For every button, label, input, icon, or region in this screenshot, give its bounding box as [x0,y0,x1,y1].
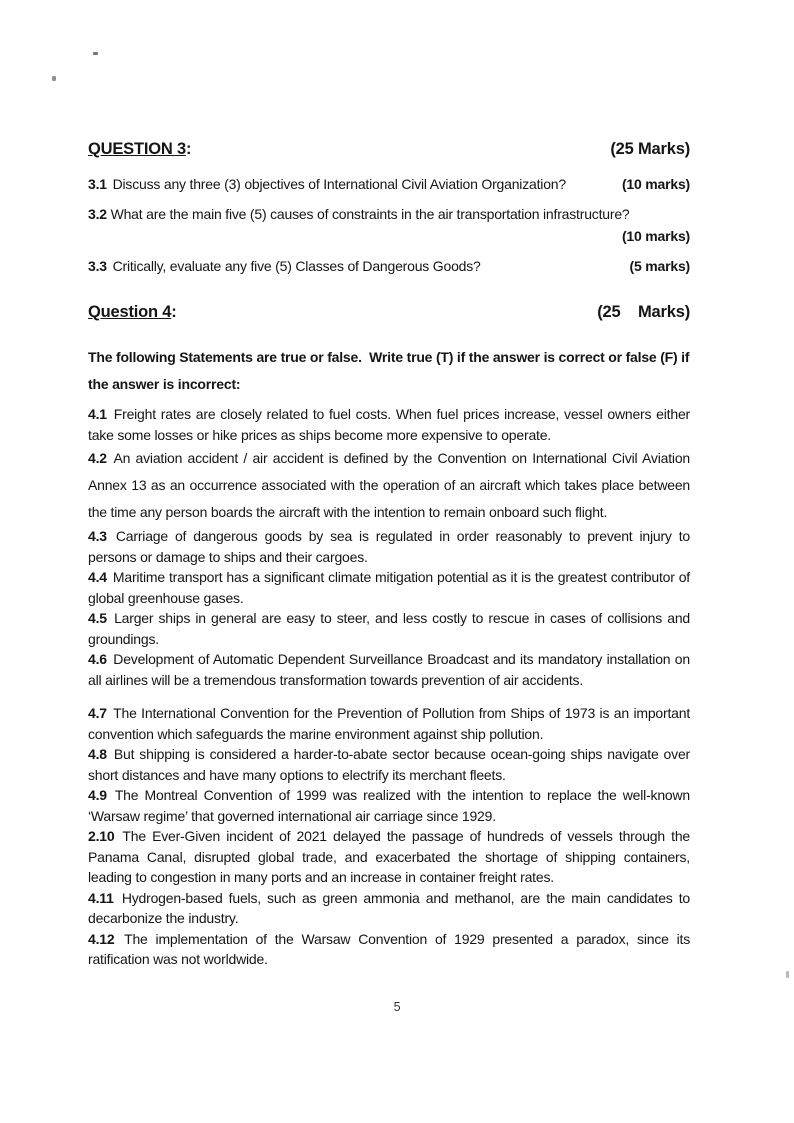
question4-header [88,303,690,322]
question3-title [88,140,191,159]
page-content [88,140,694,970]
statement-4-3 [88,526,690,567]
scan-artifact-speck [52,76,56,81]
question3-item-3-2 [88,203,690,247]
question-body: Discuss any three (3) objectives of International Civil Aviation Organization? [112,176,566,192]
statement-4-6 [88,649,690,690]
statement-number: 4.7 [88,705,107,721]
question3-item-3-1 [88,173,690,195]
question-body: Critically, evaluate any five (5) Classes of Dangerous Goods? [112,258,481,274]
statement-4-12 [88,929,690,970]
statement-4-2 [88,445,690,526]
question-text [88,203,690,225]
question-marks: (5 marks) [629,258,690,274]
statement-4-11 [88,888,690,929]
statement-text: Carriage of dangerous goods by sea is regulated in order reasonably to prevent injury to persons or damage to ships and their cargoes. [88,528,690,565]
statement-number: 4.3 [88,528,107,544]
statement-4-7 [88,703,690,744]
statement-4-9 [88,785,690,826]
question-number: 3.2 [88,206,107,222]
statement-number: 4.9 [88,787,107,803]
statement-number: 2.10 [88,828,115,844]
question-number: 3.3 [88,258,107,274]
question-marks: (10 marks) [621,176,690,192]
statement-4-8 [88,744,690,785]
question3-header [88,140,690,159]
statement-number: 4.8 [88,746,107,762]
statement-text: Freight rates are closely related to fuel costs. When fuel prices increase, vessel owners either take some losses or hike prices as ships become more expensive to operate. [88,406,690,443]
statement-number: 4.4 [88,569,107,585]
statement-text: The International Convention for the Prevention of Pollution from Ships of 1973 is an important convention which safeguards the marine environment against ship pollution. [88,705,691,742]
question4-title [88,303,177,322]
statement-4-5 [88,608,690,649]
scan-artifact-speck [93,52,98,55]
statement-text: The Montreal Convention of 1999 was realized with the intention to replace the well-known ‘Warsaw regime’ that governed international air carriage since 1929. [88,787,690,824]
statement-4-4 [88,567,690,608]
question3-item-3-3 [88,255,690,277]
question3-title-colon: : [185,140,192,158]
statement-text: Hydrogen-based fuels, such as green ammonia and methanol, are the main candidates to decarbonize the industry. [88,889,690,926]
question-number: 3.1 [88,176,107,192]
statement-4-1 [88,404,690,445]
page-number: 5 [393,1000,401,1014]
statement-number: 4.11 [88,889,114,906]
question-body: What are the main five (5) causes of constraints in the air transportation infrastructure? [110,206,630,222]
statement-text: But shipping is considered a harder-to-abate sector because ocean-going ships navigate over short distances and have many options to electrify its merchant fleets. [88,746,690,783]
statement-number: 4.5 [88,610,107,626]
question-marks: (10 marks) [621,228,690,244]
statement-number: 4.2 [88,450,107,466]
statement-text: The implementation of the Warsaw Convention of 1929 presented a paradox, since its ratification was not worldwide. [88,930,691,967]
statement-text: An aviation accident / air accident is defined by the Convention on International Civil Aviation Annex 13 as an occurrence associated with the operation of an aircraft which takes place between the time any person boards the aircraft with the intention to remain onboard such flight. [88,450,690,520]
question-text [88,255,481,277]
statement-text: Larger ships in general are easy to steer, and less costly to rescue in cases of collisions and groundings. [88,610,690,647]
question3-title-text: QUESTION 3 [88,140,186,158]
statement-text: The Ever-Given incident of 2021 delayed the passage of hundreds of vessels through the Panama Canal, disrupted global trade, and exacerbated the shortage of shipping containers, leading to congestion in many ports and an increase in container freight rates. [88,828,690,885]
question3-marks: (25 Marks) [610,140,690,158]
question4-title-text: Question 4 [88,303,172,321]
statements-list [88,404,690,970]
statement-text: Maritime transport has a significant climate mitigation potential as it is the greatest contributor of global greenhouse gases. [88,569,690,606]
statement-number: 4.1 [88,406,107,422]
statement-number: 4.6 [88,651,107,667]
question4-instructions: The following Statements are true or false. Write true (T) if the answer is correct or false (F) if the answer is incorrect: [88,349,694,392]
statement-number: 4.12 [88,930,115,947]
question4-marks: (25 Marks) [597,303,690,321]
statement-2-10 [88,826,690,888]
scan-artifact-speck [786,971,789,978]
statement-text: Development of Automatic Dependent Surveillance Broadcast and its mandatory installation on all airlines will be a tremendous transformation towards prevention of air accidents. [88,651,690,688]
question4-title-colon: : [171,303,177,321]
question-text [88,173,566,195]
